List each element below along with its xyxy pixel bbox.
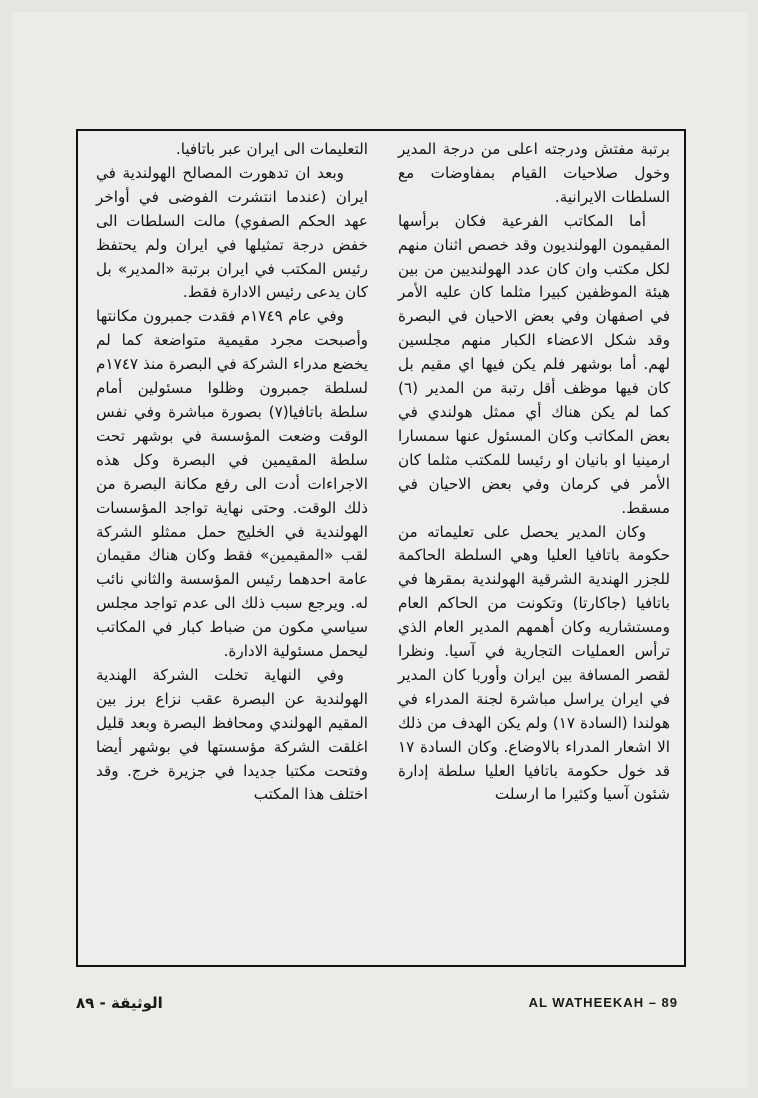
left-paragraph-2: وبعد ان تدهورت المصالح الهولندية في ايران (عندما انتشرت الفوضى في أواخر عهد الحكم الصفوي) مالت السلطات الى خفض درجة تمثيلها في ايران ولم يحتفظ رئيس المكتب في ايران برتبة «المدير» بل كان يدعى رئيس الادارة فقط. (96, 163, 368, 302)
left-paragraph-4: وفي النهاية تخلت الشركة الهندية الهولندية عن البصرة عقب نزاع برز بين المقيم الهولندي ومحافظ البصرة وبعد قليل اغلقت الشركة مؤسستها في بوشهر أيضا وفتحت مكتبا جديدا في جزيرة خرج. وقد اختلف هذا المكتب (96, 665, 368, 804)
right-paragraph-3: وكان المدير يحصل على تعليماته من حكومة باتافيا العليا وهي السلطة الحاكمة للجزر الهندية الشرقية الهولندية بمقرها في باتافيا (جاكارتا) وتكونت من الحاكم العام ومستشاريه وكان أهمهم المدير العام الذي ترأس العمليات التجارية في آسيا. ونظرا لقصر المسافة بين ايران وأوربا كان المدير في ايران يراسل مباشرة لجنة المدراء في هولندا (السادة ١٧) ولم يكن الهدف من ذلك الا اشعار المدراء بالاوضاع. وكان السادة ١٧ قد خول حكومة باتافيا العليا سلطة إدارة شئون آسيا وكثيرا ما ارسلت (398, 522, 670, 804)
left-paragraph-1: التعليمات الى ايران عبر باتافيا. (175, 140, 368, 158)
footer-english-title: AL WATHEEKAH – 89 (528, 995, 678, 1010)
left-column (96, 138, 368, 807)
right-paragraph-2: أما المكاتب الفرعية فكان برأسها المقيمون الهولنديون وقد خصص اثنان منهم لكل مكتب وان كان عدد الهولنديين من بين هيئة الموظفين كبيرا مثلما كان عليه الأمر في اصفهان وفي بعض الاحيان في البصرة وقد شكل الاعضاء الكبار منهم مجلسين لهم. أما بوشهر فلم يكن فيها اي مقيم بل كان فيها موظف أقل رتبة من المدير (٦) كما لم يكن هناك أي ممثل هولندي في بعض المكاتب وكان المسئول عنها سمسارا ارمينيا او بانيان او رئيسا للمكتب مثلما كان الأمر في كرمان وفي بعض الاحيان في مسقط. (398, 211, 670, 517)
left-paragraph-3: وفي عام ١٧٤٩م فقدت جمبرون مكانتها وأصبحت مجرد مقيمية متواضعة كما لم يخضع مدراء الشركة في البصرة منذ ١٧٤٧م لسلطة جمبرون وظلوا مسئولين أمام سلطة باتافيا(٧) بصورة مباشرة وفي نفس الوقت وضعت المؤسسة في بوشهر تحت سلطة المقيمين في البصرة وكل هذه الاجراءات أدت الى رفع مكانة البصرة من ذلك الوقت. وحتى نهاية تواجد المؤسسات الهولندية في الخليج حمل ممثلو الشركة لقب «المقيمين» فقط وكان هناك مقيمان عامة احدهما رئيس المؤسسة والثاني نائب له. ويرجع سبب ذلك الى عدم تواجد مجلس سياسي مكون من ضباط كبار في المكاتب ليحمل مسئولية الادارة. (96, 307, 368, 661)
right-column (398, 138, 670, 807)
right-paragraph-1: برتبة مفتش ودرجته اعلى من درجة المدير وخول صلاحيات القيام بمفاوضات مع السلطات الايرانية. (398, 140, 670, 206)
footer-arabic-title: الوثيقة - ٨٩ (76, 994, 163, 1012)
